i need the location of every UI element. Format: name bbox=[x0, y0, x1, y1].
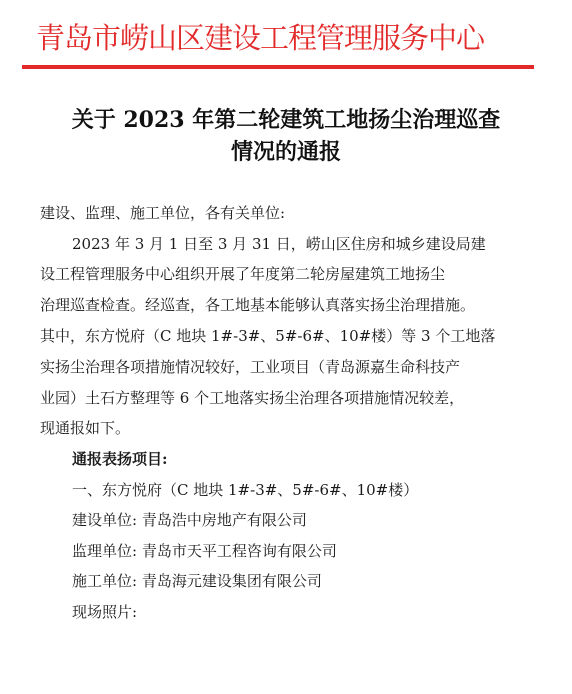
body-line-1: 2023 年 3 月 1 日至 3 月 31 日，崂山区住房和城乡建设局建 bbox=[72, 235, 486, 253]
item-1-supervision-unit: 监理单位: 青岛市天平工程咨询有限公司 bbox=[72, 542, 337, 560]
body-line-6: 业园）土石方整理等 6 个工地落实扬尘治理各项措施情况较差， bbox=[40, 389, 465, 407]
header-red-rule bbox=[22, 65, 534, 69]
item-1-builder-unit: 施工单位: 青岛海元建设集团有限公司 bbox=[72, 572, 322, 590]
item-1-construction-unit: 建设单位: 青岛浩中房地产有限公司 bbox=[72, 511, 307, 529]
document-title-line-1: 关于 2023 年第二轮建筑工地扬尘治理巡查 bbox=[71, 107, 501, 133]
body-line-2: 设工程管理服务中心组织开展了年度第二轮房屋建筑工地扬尘 bbox=[40, 265, 446, 283]
body-line-4: 其中，东方悦府（C 地块 1#-3#、5#-6#、10#楼）等 3 个工地落 bbox=[40, 327, 496, 345]
item-1-title: 一、东方悦府（C 地块 1#-3#、5#-6#、10#楼） bbox=[72, 481, 419, 499]
salutation: 建设、监理、施工单位，各有关单位: bbox=[40, 204, 286, 222]
header-org-name: 青岛市崂山区建设工程管理服务中心 bbox=[36, 21, 485, 55]
body-line-3: 治理巡查检查。经巡查，各工地基本能够认真落实扬尘治理措施。 bbox=[40, 296, 476, 314]
document-title-line-2: 情况的通报 bbox=[230, 139, 341, 165]
body-line-7: 现通报如下。 bbox=[40, 419, 131, 437]
item-1-photos-label: 现场照片: bbox=[72, 603, 138, 621]
section-heading: 通报表扬项目: bbox=[72, 450, 168, 468]
body-line-5: 实扬尘治理各项措施情况较好，工业项目（青岛源嘉生命科技产 bbox=[40, 358, 461, 376]
